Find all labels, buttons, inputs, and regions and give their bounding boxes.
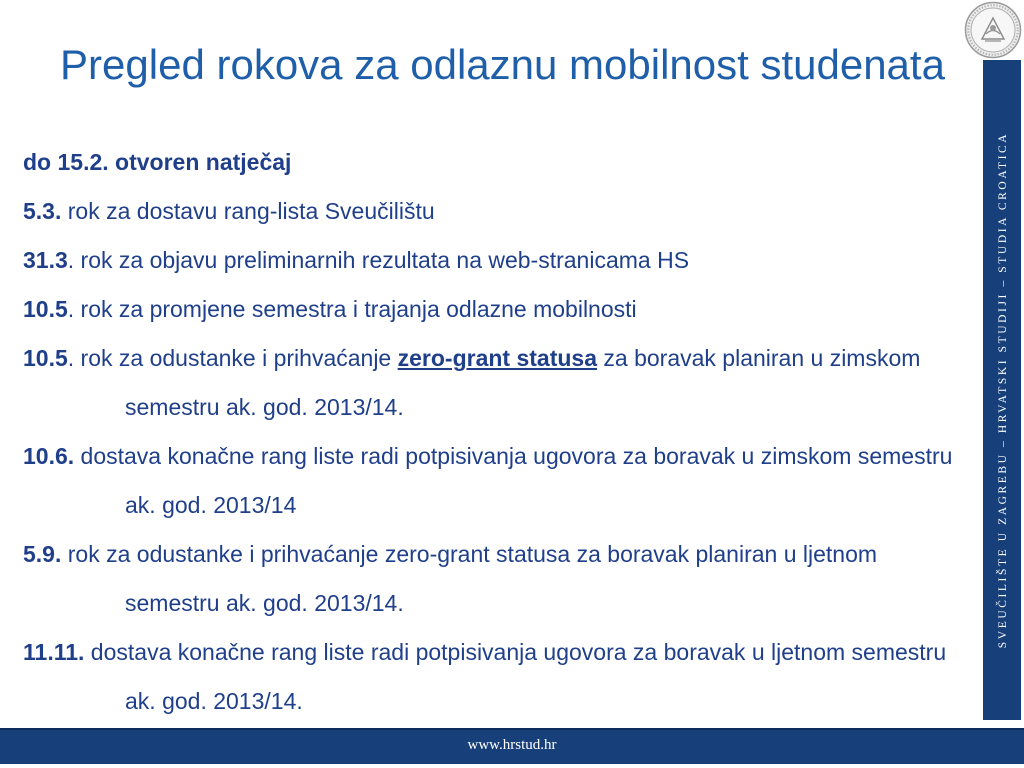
deadline-text: . rok za objavu preliminarnih rezultata na web-stranicama HS	[67, 247, 690, 273]
deadline-item	[23, 334, 973, 432]
deadline-list	[23, 138, 973, 726]
deadline-date: 31.3	[23, 247, 68, 273]
deadline-item	[23, 628, 973, 726]
deadline-date: 11.11.	[23, 639, 85, 665]
deadline-text: . rok za odustanke i prihvaćanje	[67, 345, 398, 371]
deadline-item	[23, 285, 973, 334]
deadline-date: 10.5	[23, 345, 68, 371]
deadline-item	[23, 236, 973, 285]
deadline-item	[23, 530, 973, 628]
deadline-text: za boravak planiran u zimskom semestru ak. god. 2013/14.	[125, 345, 921, 420]
deadline-item	[23, 138, 973, 187]
slide-title: Pregled rokova za odlaznu mobilnost studenata	[60, 41, 945, 88]
deadline-text: dostava konačne rang liste radi potpisivanja ugovora za boravak u ljetnom semestru ak. god. 2013/14.	[84, 639, 947, 714]
deadline-text: dostava konačne rang liste radi potpisivanja ugovora za boravak u zimskom semestru ak. god. 2013/14	[74, 443, 953, 518]
deadline-text: . rok za promjene semestra i trajanja odlazne mobilnosti	[67, 296, 637, 322]
footer-url[interactable]: www.hrstud.hr	[467, 737, 557, 753]
deadline-date: do 15.2. otvoren natječaj	[23, 149, 292, 175]
deadline-date: 5.9.	[23, 541, 62, 567]
deadline-item	[23, 432, 973, 530]
deadline-date: 5.3.	[23, 198, 62, 224]
university-seal-icon	[964, 1, 1022, 59]
deadline-text: rok za dostavu rang-lista Sveučilištu	[61, 198, 435, 224]
deadline-text: rok za odustanke i prihvaćanje zero-grant statusa za boravak planiran u ljetnom semestru ak. god. 2013/14.	[61, 541, 878, 616]
deadline-date: 10.5	[23, 296, 68, 322]
deadline-date: 10.6.	[23, 443, 75, 469]
university-name-vertical: SVEUČILIŠTE U ZAGREBU – HRVATSKI STUDIJI – STUDIA CROATICA	[997, 131, 1009, 649]
deadline-item	[23, 187, 973, 236]
zero-grant-status-link[interactable]: zero-grant statusa	[397, 345, 597, 371]
